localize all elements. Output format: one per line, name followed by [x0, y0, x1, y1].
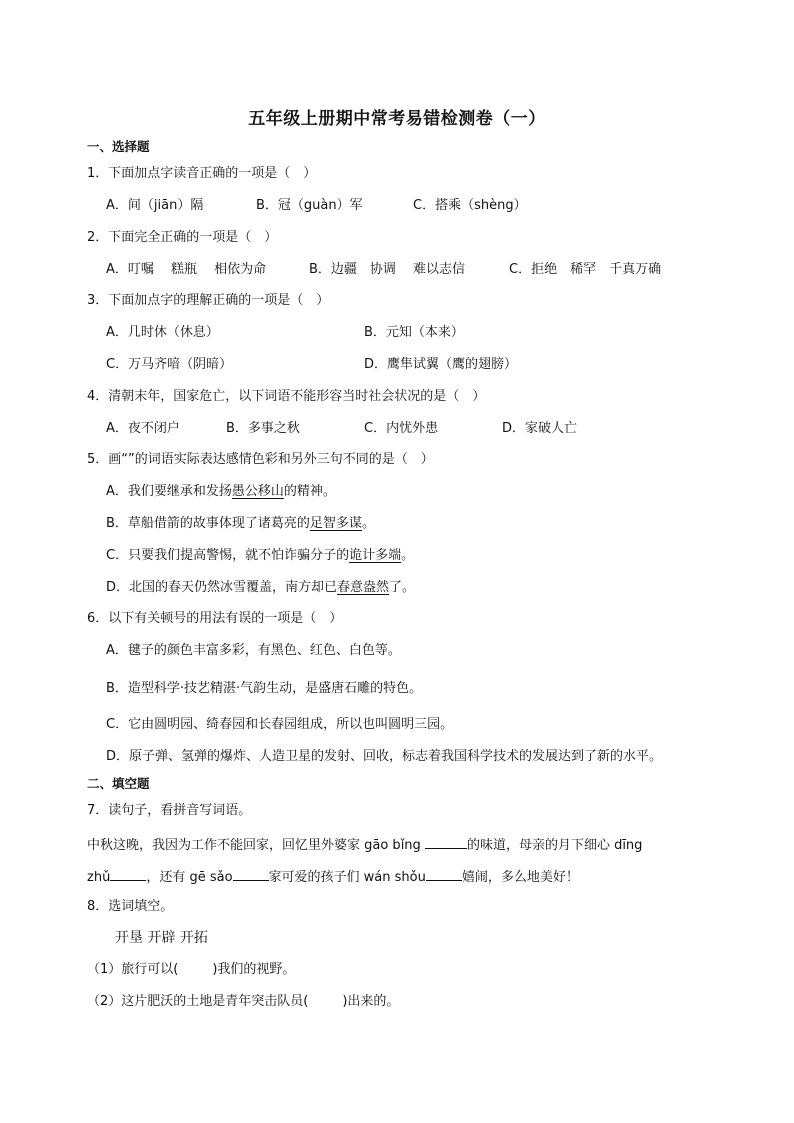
q8-sentence-2 — [87, 993, 399, 1011]
q6-option-b: B．造型科学·技艺精湛·气韵生动，是盛唐石雕的特色。 — [106, 681, 423, 696]
q4-option-b: B．多事之秋 — [226, 421, 300, 436]
q5-option-d — [106, 579, 415, 597]
q6-option-d: D．原子弹、氢弹的爆炸、人造卫星的发射、回收，标志着我国科学技术的发展达到了新的水平。 — [106, 749, 663, 764]
question-2-stem: 2．下面完全正确的一项是（ ） — [87, 230, 278, 245]
q1-option-b: B．冠（guàn）军 — [256, 198, 363, 213]
q5-option-a-post: 的精神。 — [283, 484, 336, 499]
q2-option-a: A．叮嘱 糕瓶 相依为命 — [106, 262, 267, 277]
q5-option-b — [106, 515, 375, 533]
q5-option-c-pre: C．只要我们提高警惕，就不怕诈骗分子的 — [106, 548, 350, 563]
q7-line2-text-d: 嬉闹，多么地美好！ — [461, 870, 579, 885]
q5-option-d-post: 了。 — [389, 580, 416, 595]
q7-line2-text-b: ，还有 gē sǎo — [146, 870, 233, 885]
q7-blank-gesao[interactable] — [233, 866, 269, 881]
q4-option-c: C．内忧外患 — [364, 421, 439, 436]
q8-word-bank: 开垦 开辟 开拓 — [115, 930, 208, 946]
question-1-stem: 1．下面加点字读音正确的一项是（ ） — [87, 166, 317, 181]
q5-option-c-underlined: 诡计多端 — [349, 548, 402, 563]
q3-option-b: B．元知（本来） — [364, 325, 464, 340]
question-5-stem: 5．画“”的词语实际表达感情色彩和另外三句不同的是（ ） — [87, 452, 434, 467]
q2-option-c: C．拒绝 稀罕 千真万确 — [509, 262, 662, 277]
q7-sentence-line-1 — [87, 834, 642, 855]
q4-option-a: A．夜不闭户 — [106, 421, 180, 436]
q8-sentence-1 — [87, 961, 295, 979]
q5-option-b-post: 。 — [361, 516, 375, 531]
q5-option-b-underlined: 足智多谋 — [309, 516, 362, 531]
q5-option-a-underlined: 愚公移山 — [231, 484, 284, 499]
q2-option-b: B．边疆 协调 难以志信 — [309, 262, 466, 277]
q1-option-a: A．间（jiān）隔 — [106, 198, 204, 213]
q5-option-a — [106, 483, 336, 501]
section-heading-choice: 一、选择题 — [87, 139, 150, 154]
q8-s2-post: )出来的。 — [342, 994, 400, 1009]
q5-option-a-pre: A．我们要继承和发扬 — [106, 484, 232, 499]
q8-s2-pre: （2）这片肥沃的土地是青年突击队员( — [87, 994, 309, 1009]
page-title: 五年级上册期中常考易错检测卷（一） — [248, 109, 546, 129]
question-6-stem: 6．以下有关顿号的用法有误的一项是（ ） — [87, 611, 343, 626]
q5-option-d-underlined: 春意盎然 — [337, 580, 390, 595]
q7-line1-text-a: 中秋这晚，我因为工作不能回家，回忆里外婆家 gāo bǐng — [87, 838, 425, 853]
q7-blank-gaobing[interactable] — [425, 834, 467, 849]
q3-option-c: C．万马齐喑（阴暗） — [106, 357, 233, 372]
q5-option-c — [106, 547, 414, 565]
q6-option-c: C．它由圆明园、绮春园和长春园组成，所以也叫圆明三园。 — [106, 717, 454, 732]
q1-option-c: C．搭乘（shèng） — [413, 198, 527, 213]
q6-option-a: A．毽子的颜色丰富多彩，有黑色、红色、白色等。 — [106, 643, 401, 658]
question-7-stem: 7．读句子，看拼音写词语。 — [87, 803, 252, 818]
q7-line1-text-b: 的味道，母亲的月下细心 dīng — [466, 838, 643, 853]
q7-sentence-line-2 — [87, 866, 579, 887]
q7-blank-wanshua[interactable] — [426, 866, 462, 881]
q7-line2-text-a: zhǔ — [87, 870, 111, 885]
q3-option-d: D．鹰隼试翼（鹰的翅膀） — [364, 357, 518, 372]
q5-option-b-pre: B．草船借箭的故事体现了诸葛亮的 — [106, 516, 310, 531]
q5-option-c-post: 。 — [401, 548, 415, 563]
section-heading-fill: 二、填空题 — [87, 776, 150, 791]
q8-s1-post: )我们的视野。 — [212, 962, 296, 977]
question-8-stem: 8．选词填空。 — [87, 899, 174, 914]
question-4-stem: 4．清朝末年，国家危亡，以下词语不能形容当时社会状况的是（ ） — [87, 389, 486, 404]
q7-line2-text-c: 家可爱的孩子们 wán shǒu — [268, 870, 426, 885]
question-3-stem: 3．下面加点字的理解正确的一项是（ ） — [87, 293, 330, 308]
q5-option-d-pre: D．北国的春天仍然冰雪覆盖，南方却已 — [106, 580, 338, 595]
q3-option-a: A．几时休（休息） — [106, 325, 219, 340]
q8-s1-pre: （1）旅行可以( — [87, 962, 179, 977]
q4-option-d: D．家破人亡 — [502, 421, 578, 436]
q7-blank-dingzhu[interactable] — [110, 866, 146, 881]
